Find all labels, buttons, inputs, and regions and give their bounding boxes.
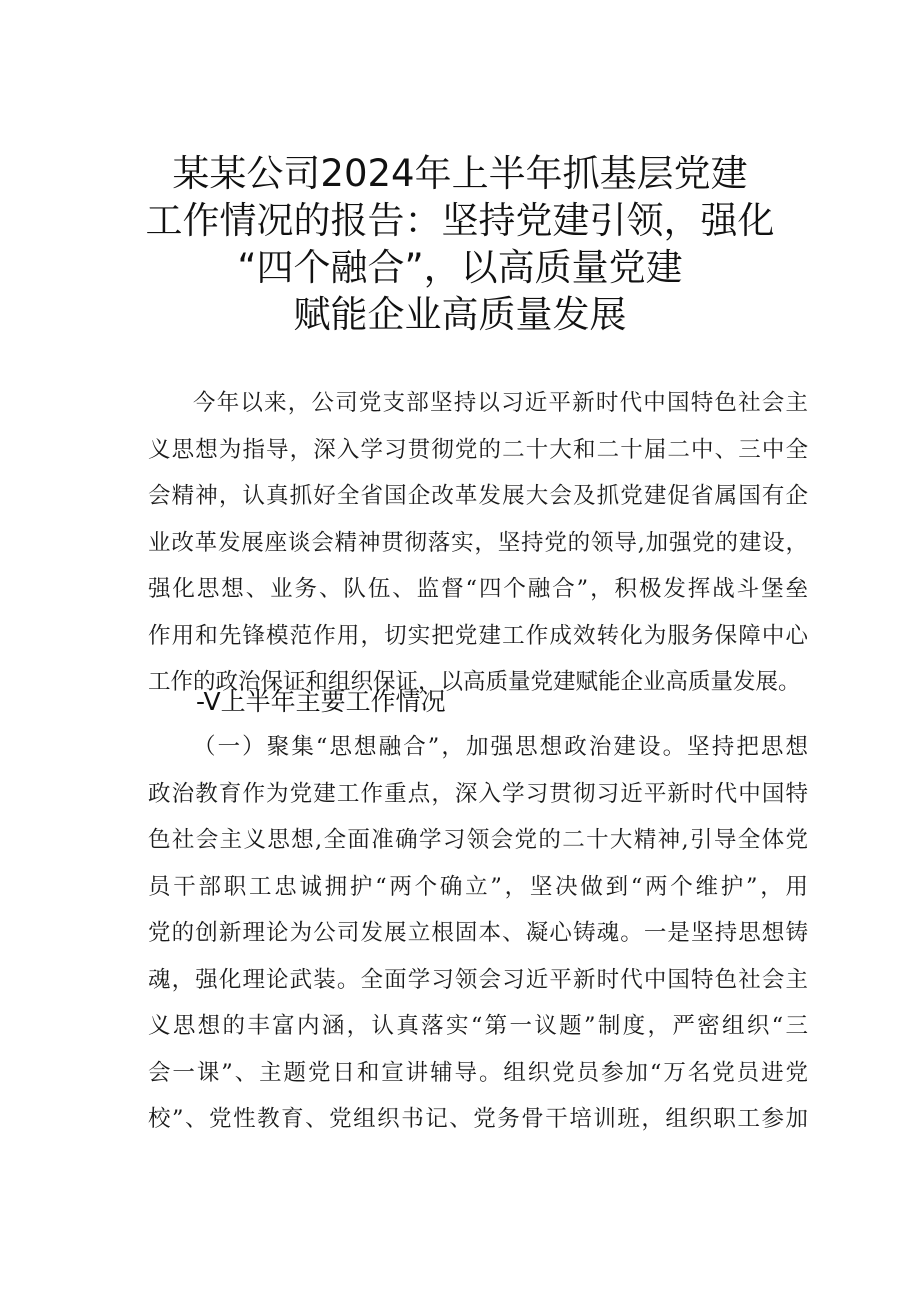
paragraph-line: 会一课”、主题党日和宣讲辅导。组织党员参加“万名党员进党	[148, 1059, 808, 1086]
title-line-1: 某某公司2024年上半年抓基层党建	[172, 152, 748, 195]
paragraph-line: 作用和先锋模范作用，切实把党建工作成效转化为服务保障中心	[148, 622, 808, 649]
paragraph-line: 义思想的丰富内涵，认真落实“第一议题”制度，严密组织“三	[148, 1013, 808, 1039]
title-line-2: 工作情况的报告：坚持党建引领，强化	[145, 199, 775, 242]
intro-paragraph	[148, 380, 808, 706]
paragraph-line: 工作的政治保证和组织保证，以高质量党建赋能企业高质量发展。	[148, 669, 801, 695]
section-paragraph	[148, 724, 808, 1143]
paragraph-line: 魂，强化理论武装。全面学习领会习近平新时代中国特色社会主	[148, 966, 808, 993]
paragraph-line: 员干部职工忠诚拥护“两个确立”，坚决做到“两个维护”，用	[148, 873, 808, 900]
paragraph-line: 校”、党性教育、党组织书记、党务骨干培训班，组织职工参加	[148, 1106, 808, 1132]
paragraph-line: 业改革发展座谈会精神贯彻落实，坚持党的领导,加强党的建设，	[148, 529, 808, 556]
paragraph-line: 今年以来，公司党支部坚持以习近平新时代中国特色社会主	[193, 390, 808, 416]
document-title	[110, 150, 810, 338]
paragraph-line: 义思想为指导，深入学习贯彻党的二十大和二十届二中、三中全	[148, 436, 808, 463]
title-line-4: 赋能企业高质量发展	[293, 293, 627, 336]
paragraph-line: 党的创新理论为公司发展立根固本、凝心铸魂。一是坚持思想铸	[148, 920, 808, 946]
paragraph-line: 强化思想、业务、队伍、监督“四个融合”，积极发挥战斗堡垒	[148, 576, 808, 602]
paragraph-line: 政治教育作为党建工作重点，深入学习贯彻习近平新时代中国特	[148, 780, 808, 807]
paragraph-line: 色社会主义思想,全面准确学习领会党的二十大精神,引导全体党	[148, 827, 808, 853]
title-line-3: “四个融合”，以高质量党建	[237, 246, 683, 289]
paragraph-line: 会精神，认真抓好全省国企改革发展大会及抓党建促省属国有企	[148, 483, 808, 509]
section-heading: -V上半年主要工作情况	[196, 687, 446, 716]
paragraph-line: （一）聚集“思想融合”，加强思想政治建设。坚持把思想	[193, 734, 808, 760]
